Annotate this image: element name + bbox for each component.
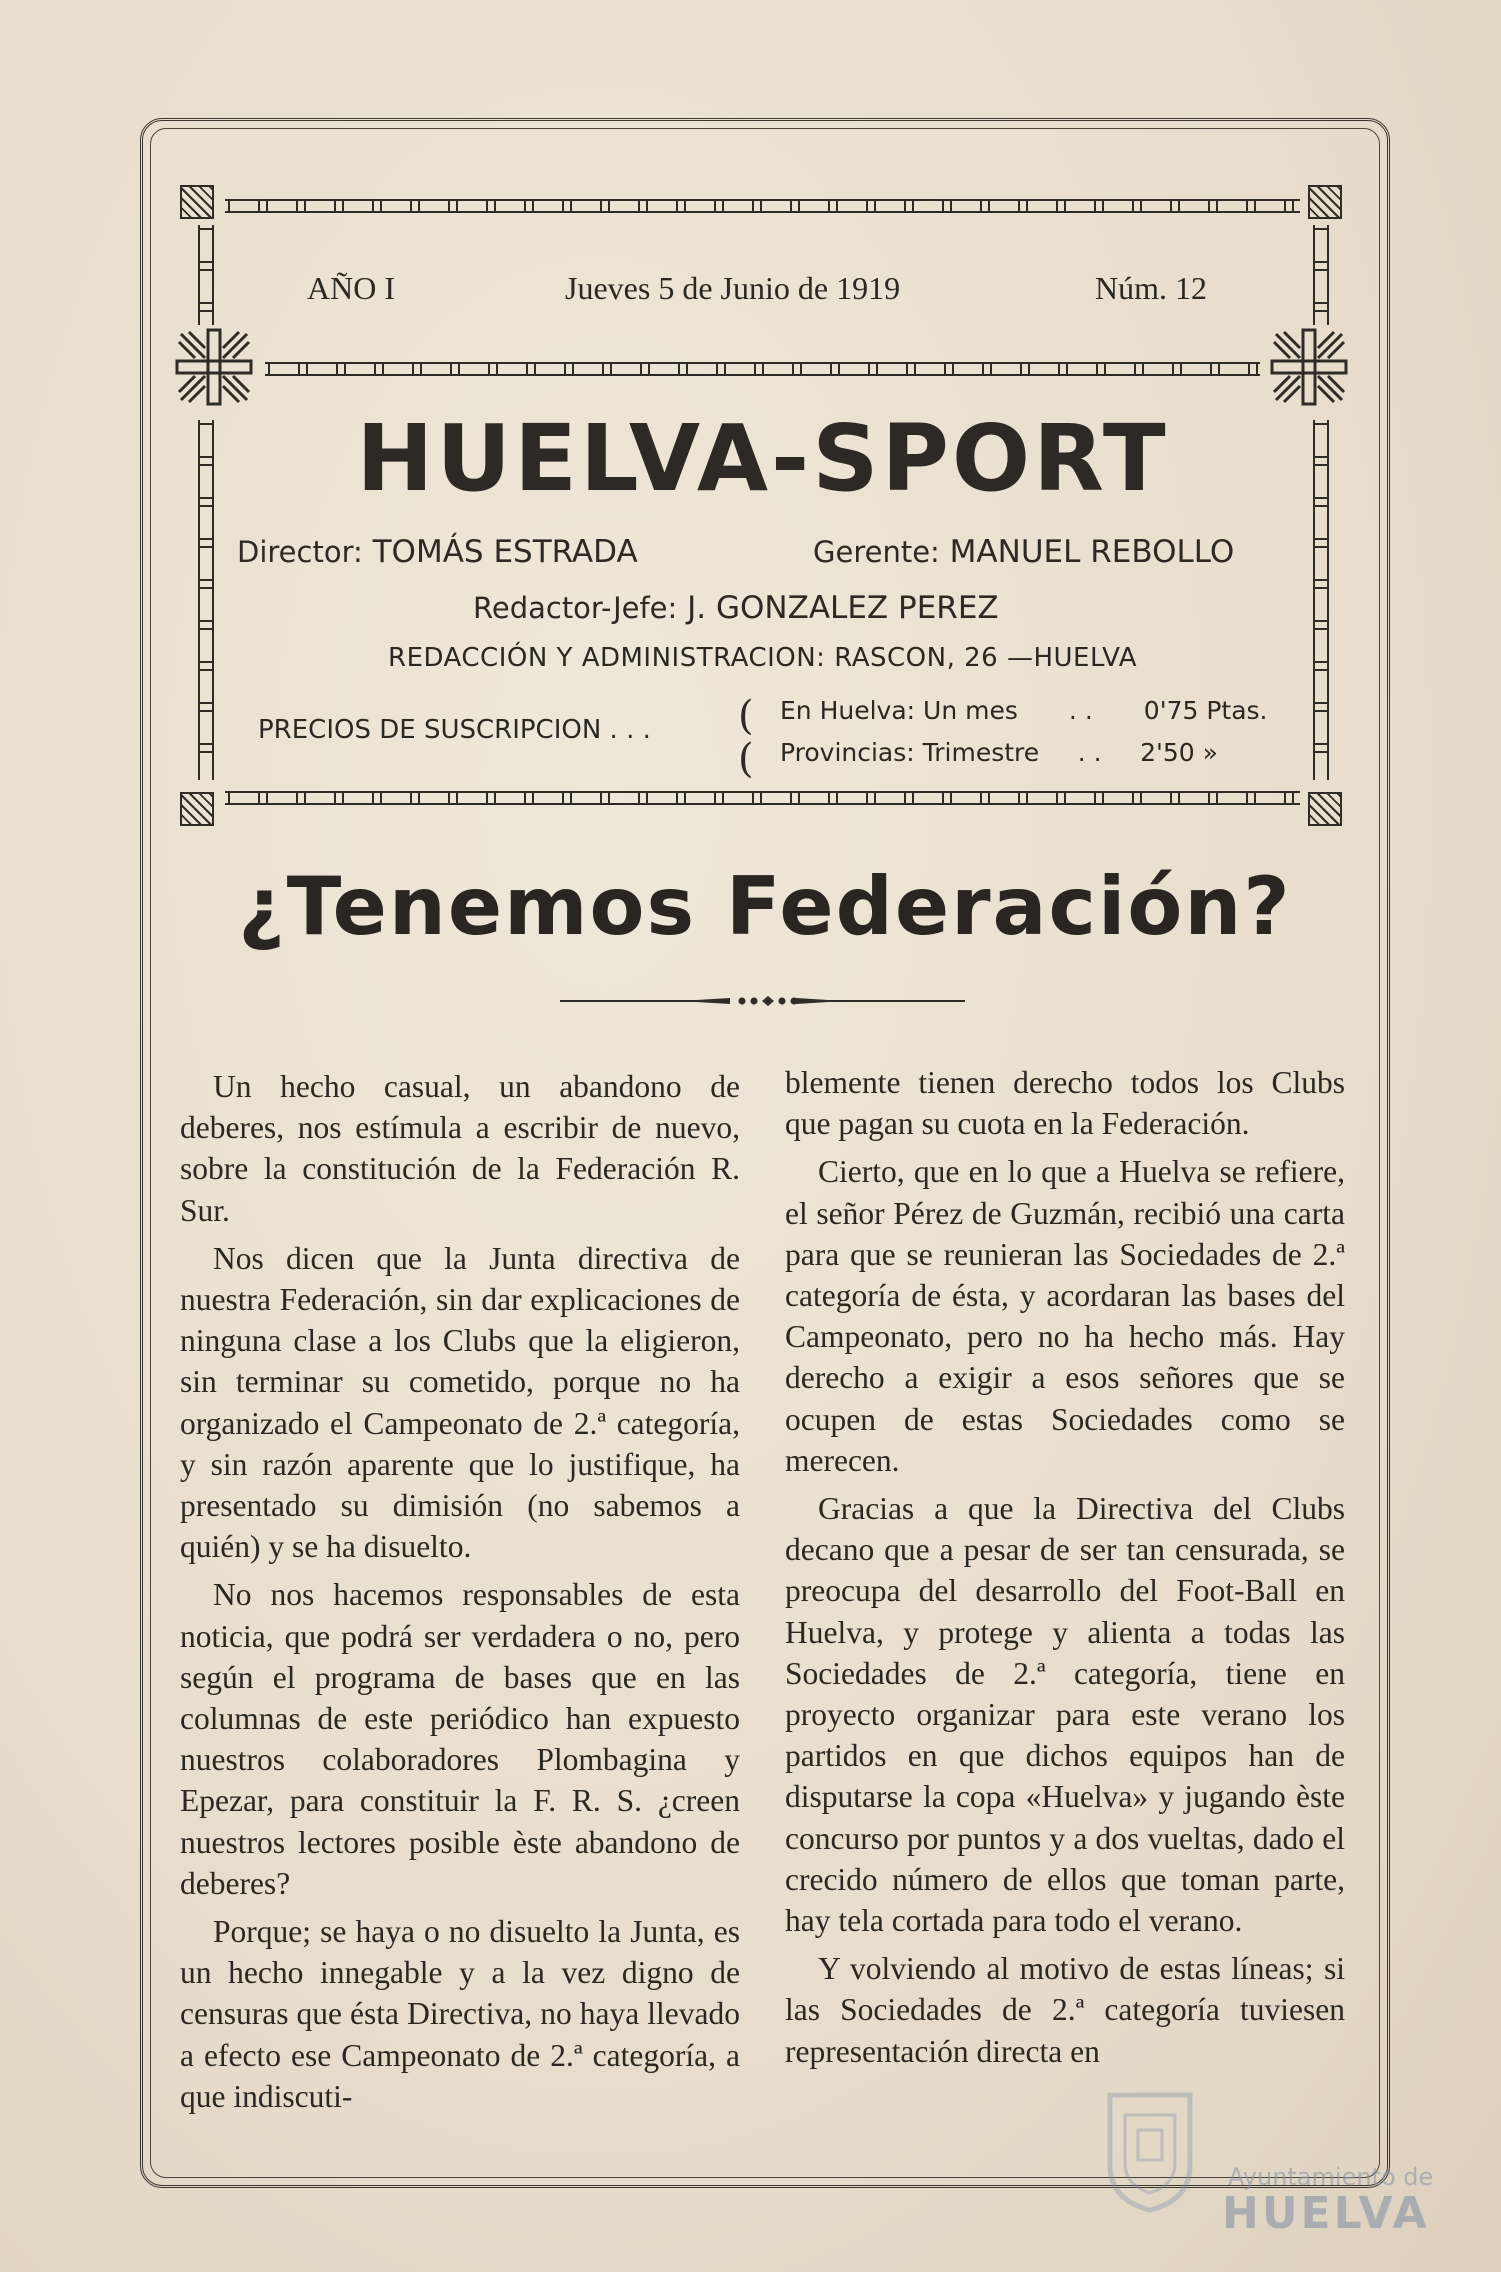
paragraph: Un hecho casual, un abandono de deberes, nos estímula a escribir de nuevo, sobre la constitución de la Federación R. Sur. [180,1069,740,1228]
chain-border-left-upper [198,225,214,325]
manager-name: MANUEL REBOLLO [949,534,1235,570]
subscription-dots: . . [1068,696,1093,725]
director-label: Director: [237,535,363,569]
watermark-title: HUELVA [1222,2188,1430,2239]
subscription-price: 0'75 Ptas. [1143,696,1268,725]
watermark-caption: Ayuntamiento de [1228,2163,1434,2191]
article-column-left [180,1066,740,2124]
manager-label: Gerente: [813,535,940,569]
corner-ornament-bottom-right [1308,792,1342,826]
subscription-place: Provincias: Trimestre [780,738,1040,767]
editor-line [473,590,999,626]
chain-border-top [225,199,1300,213]
issue-number: Núm. 12 [1095,270,1207,306]
subscription-row-huelva [780,696,1268,725]
issue-info-row [250,270,1250,320]
subscription-label: PRECIOS DE SUSCRIPCION . . . [258,715,651,745]
newspaper-title: HUELVA-SPORT [356,405,1169,512]
director-line [237,534,638,570]
issue-year: AÑO I [307,270,395,306]
paragraph: Nos dicen que la Junta directiva de nuestra Federación, sin dar explicaciones de ninguna clase a los Clubs que la eligieron, sin terminar su cometido, porque no ha organizado el Campeonato de 2.ª categoría, y sin razón aparente que lo justifique, ha presentado su dimisión (no sabemos a quién) y se ha disuelto. [180,1240,740,1565]
article-column-right [785,1062,1345,2079]
paragraph-continuation: blemente tienen derecho todos los Clubs que pagan su cuota en la Federación. [785,1065,1345,1142]
paragraph: Gracias a que la Directiva del Clubs decano que a pesar de ser tan censurada, se preocupa del desarrollo del Foot-Ball en Huelva, y protege y alienta a todas las Sociedades de 2.ª categoría, tiene en proyecto organizar para este verano los partidos en que dichos equipos han de disputarse la copa «Huelva» y jugando èste concurso por puntos y a dos vueltas, dado el crecido número de ellos que toman parte, hay tela cortada para todo el verano. [785,1491,1345,1939]
subscription-row-provincias [780,738,1218,767]
paragraph: Y volviendo al motivo de estas líneas; si las Sociedades de 2.ª categoría tuviesen representación directa en [785,1951,1345,2069]
paragraph: Cierto, que en lo que a Huelva se refiere, el señor Pérez de Guzmán, recibió una carta para que se reunieran las Sociedades de 2.ª categoría de ésta, y acordaran las bases del Campeonato, pero no ha hecho más. Hay derecho a exigir a esos señores que se ocupen de estas Sociedades como se merecen. [785,1154,1345,1478]
headline-divider-ornament [560,991,965,1011]
paragraph: Porque; se haya o no disuelto la Junta, es un hecho innegable y a la vez digno de censuras que ésta Directiva, no haya llevado a efecto ese Campeonato de 2.ª categoría, a que indiscuti- [180,1914,740,2114]
watermark-shield-logo [1100,2085,1200,2215]
chain-border-middle [265,362,1260,376]
subscription-place: En Huelva: Un mes [780,696,1018,725]
subscription-dots: . . [1077,738,1102,767]
rosette-ornament-right [1270,328,1348,406]
editor-label: Redactor-Jefe: [473,591,678,625]
chain-border-right-upper [1313,225,1329,325]
corner-ornament-top-right [1308,185,1342,219]
paragraph: No nos hacemos responsables de esta noticia, que podrá ser verdadera o no, pero según el programa de bases que en las columnas de este periódico han expuesto nuestros colaboradores Plombagina y Epezar, para constituir la F. R. S. ¿creen nuestros lectores posible èste abandono de deberes? [180,1577,740,1901]
chain-border-bottom [225,791,1300,805]
rosette-ornament-left [175,328,253,406]
director-name: TOMÁS ESTRADA [372,534,638,570]
editor-name: J. GONZALEZ PEREZ [687,590,999,626]
issue-date: Jueves 5 de Junio de 1919 [565,270,901,306]
article-headline: ¿Tenemos Federación? [238,860,1292,953]
manager-line [813,534,1234,570]
subscription-bracket: ( ( [738,693,754,782]
editorial-address: REDACCIÓN Y ADMINISTRACION: RASCON, 26 —HUELVA [388,643,1137,673]
subscription-price: 2'50 » [1140,738,1218,767]
corner-ornament-top-left [180,185,214,219]
corner-ornament-bottom-left [180,792,214,826]
